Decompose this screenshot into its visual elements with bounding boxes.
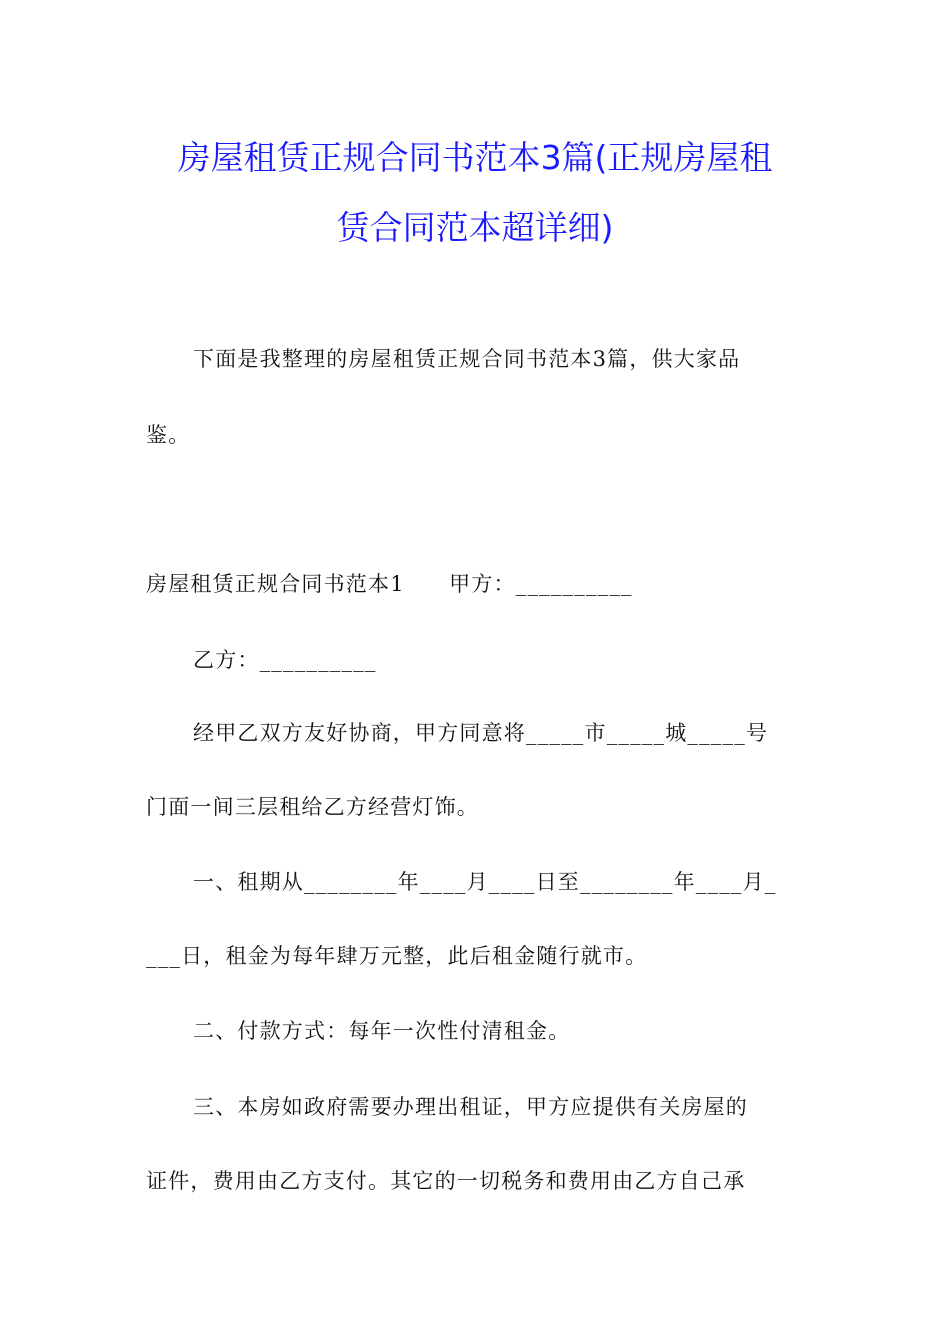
contract-heading-line: 房屋租赁正规合同书范本1 甲方：__________ xyxy=(146,572,633,596)
intro-line-2: 鉴。 xyxy=(146,423,191,447)
intro-line-1: 下面是我整理的房屋租赁正规合同书范本3篇，供大家品 xyxy=(193,347,741,371)
agreement-line-2: 门面一间三层租给乙方经营灯饰。 xyxy=(146,795,479,819)
party-b-line: 乙方：__________ xyxy=(193,648,377,672)
document-title-line-2: 赁合同范本超详细) xyxy=(336,208,614,247)
document-title-line-1: 房屋租赁正规合同书范本3篇(正规房屋租 xyxy=(177,138,773,177)
clause-1-line-1: 一、租期从________年____月____日至________年____月_ xyxy=(193,870,777,894)
clause-3-line-2: 证件，费用由乙方支付。其它的一切税务和费用由乙方自己承 xyxy=(146,1169,746,1193)
clause-2-line: 二、付款方式：每年一次性付清租金。 xyxy=(193,1019,571,1043)
agreement-line-1: 经甲乙双方友好协商，甲方同意将_____市_____城_____号 xyxy=(193,721,769,745)
clause-1-line-2: ___日，租金为每年肆万元整，此后租金随行就市。 xyxy=(146,944,648,968)
clause-3-line-1: 三、本房如政府需要办理出租证，甲方应提供有关房屋的 xyxy=(193,1095,748,1119)
